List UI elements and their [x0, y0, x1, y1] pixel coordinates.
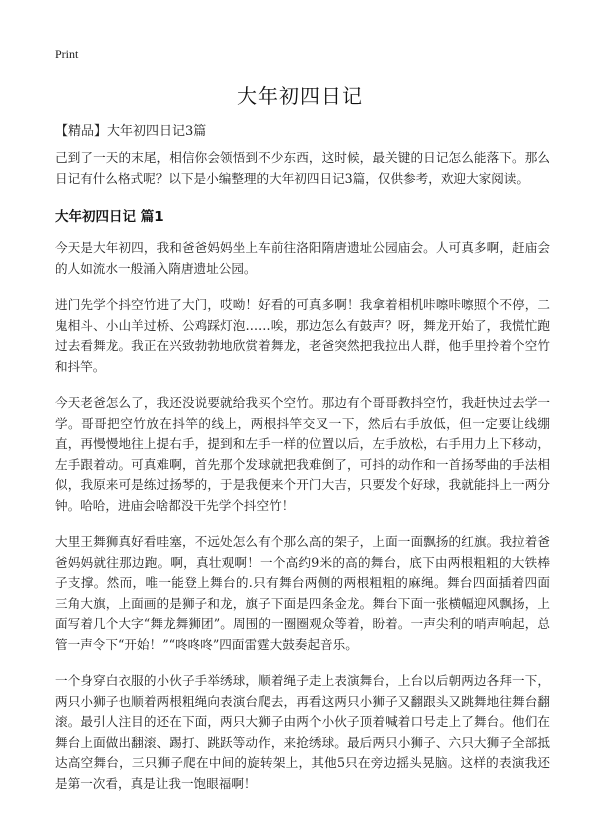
page-title: 大年初四日记 [237, 84, 363, 108]
body-paragraph: 一个身穿白衣服的小伙子手举绣球，顺着绳子走上表演舞台，上台以后朝两边各拜一下，两只小狮子也顺着两根粗绳向表演台爬去，再看这两只小狮子又翻跟头又跳舞地往舞台翻滚。最引人注目的还在下面，两只大狮子由两个小伙子顶着喊着口号走上了舞台。他们在舞台上面做出翻滚、踢打、跳跃等动作，来抢绣球。最后两只小狮子、六只大狮子全部抵达高空舞台，三只狮子爬在中间的旋转架上，其他5只在旁边摇头晃脑。这样的表演我还是第一次看，真是让我一饱眼福啊！ [55, 673, 550, 791]
body-paragraph: 今天是大年初四，我和爸爸妈妈坐上车前往洛阳隋唐遗址公园庙会。人可真多啊，赶庙会的人如流水一般涌入隋唐遗址公园。 [55, 240, 550, 276]
section-heading: 大年初四日记 篇1 [55, 209, 164, 225]
intro-paragraph: 己到了一天的末尾，相信你会领悟到不少东西，这时候，最关键的日记怎么能落下。那么日记有什么格式呢？以下是小编整理的大年初四日记3篇，仅供参考，欢迎大家阅读。 [55, 150, 550, 186]
body-paragraph: 今天老爸怎么了，我还没说要就给我买个空竹。那边有个哥哥教抖空竹，我赶快过去学一学。哥哥把空竹放在抖竿的线上，两根抖竿交叉一下，然后右手放低，但一定要让线绷直，再慢慢地往上提右手，提到和左手一样的位置以后，左手放松，右手用力上下移动，左手跟着动。可真难啊，首先那个发球就把我难倒了，可抖的动作和一首扬琴曲的手法相似，我原来可是练过扬琴的，于是我便来个开门大吉，只要发个好球，我就能抖上一两分钟。哈哈，进庙会啥都没干先学个抖空竹！ [55, 395, 550, 513]
document-body [55, 148, 550, 810]
body-paragraph: 大里王舞狮真好看哇塞，不远处怎么有个那么高的架子，上面一面飘扬的红旗。我拉着爸爸妈妈就往那边跑。啊，真壮观啊！一个高约9米的高的舞台，底下由两根粗粗的大铁棒子支撑。然而，唯一能登上舞台的.只有舞台两侧的两根粗粗的麻绳。舞台四面插着四面三角大旗，上面画的是狮子和龙，旗子下面是四条金龙。舞台下面一张横幅迎风飘扬，上面写着几个大字“舞龙舞狮团”。周围的一圈圈观众等着，盼着。一声尖利的哨声响起，总管一声令下“开始！”“咚咚咚”四面雷霆大鼓奏起音乐。 [55, 534, 550, 652]
document-tagline: 【精品】大年初四日记3篇 [55, 124, 207, 139]
body-paragraph: 进门先学个抖空竹进了大门，哎呦！好看的可真多啊！我拿着相机咔嚓咔嚓照个不停，二鬼相斗、小山羊过桥、公鸡踩灯泡……唉，那边怎么有鼓声？呀，舞龙开始了，我慌忙跑过去看舞龙。我正在兴致勃勃地欣赏着舞龙，老爸突然把我拉出人群，他手里拎着个空竹和抖竿。 [55, 297, 550, 374]
print-link[interactable]: Print [55, 47, 79, 61]
